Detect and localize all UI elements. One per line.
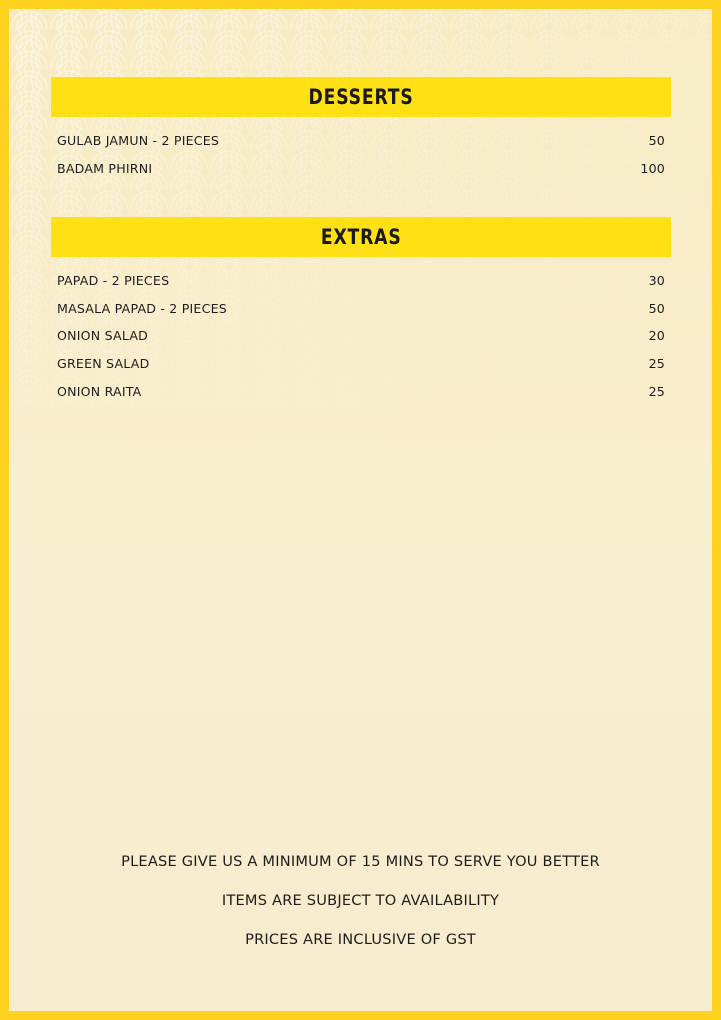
menu-item-name: GREEN SALAD	[57, 356, 150, 372]
menu-item-price: 100	[640, 160, 665, 176]
desserts-item-list	[57, 127, 665, 182]
menu-item-price: 50	[648, 133, 665, 149]
menu-item-price: 30	[648, 273, 665, 289]
menu-item-name: MASALA PAPAD - 2 PIECES	[57, 300, 227, 316]
menu-item-name: BADAM PHIRNI	[57, 160, 153, 176]
extras-item-list	[57, 267, 665, 405]
menu-item-price: 20	[648, 328, 665, 344]
menu-item-name: GULAB JAMUN - 2 PIECES	[57, 133, 220, 149]
menu-item	[57, 295, 665, 323]
menu-item-price: 50	[648, 300, 665, 316]
menu-item-name: ONION RAITA	[57, 383, 142, 399]
section-title: EXTRAS	[320, 225, 402, 249]
menu-item-name: ONION SALAD	[57, 328, 149, 344]
note-gst: PRICES ARE INCLUSIVE OF GST	[245, 931, 476, 948]
menu-item	[57, 350, 665, 378]
section-header-extras	[51, 217, 671, 257]
menu-item	[57, 322, 665, 350]
menu-item-name: PAPAD - 2 PIECES	[57, 273, 170, 289]
menu-paper	[9, 9, 712, 1011]
note-min-serve-time: PLEASE GIVE US A MINIMUM OF 15 MINS TO SERVE YOU BETTER	[121, 853, 600, 870]
menu-item-price: 25	[648, 356, 665, 372]
menu-item-price: 25	[648, 383, 665, 399]
section-title: DESSERTS	[308, 85, 414, 109]
footer-notes	[9, 849, 712, 966]
note-availability: ITEMS ARE SUBJECT TO AVAILABILITY	[221, 892, 500, 909]
menu-item	[57, 377, 665, 405]
menu-item	[57, 127, 665, 155]
menu-item	[57, 155, 665, 183]
menu-item	[57, 267, 665, 295]
section-header-desserts	[51, 77, 671, 117]
